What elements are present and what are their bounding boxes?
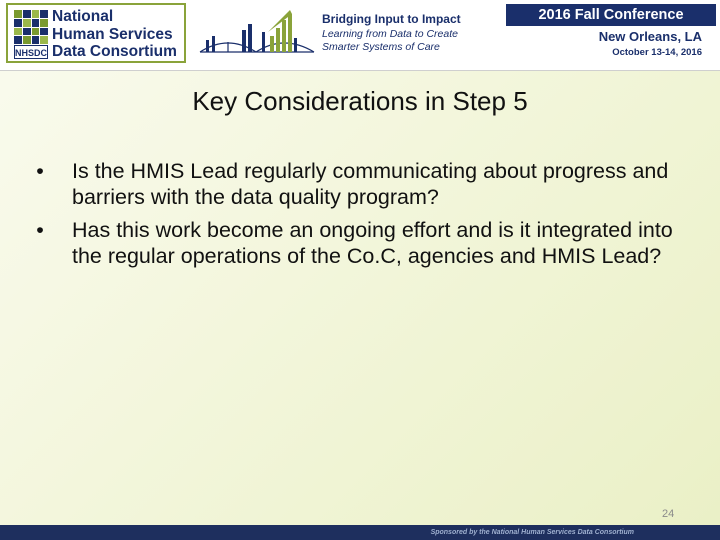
logo-grid-square	[40, 28, 48, 36]
logo-grid-square	[23, 28, 31, 36]
logo-grid-square	[32, 19, 40, 27]
conference-header-banner	[0, 0, 720, 71]
conference-city: New Orleans, LA	[598, 29, 702, 44]
logo-grid-square	[23, 19, 31, 27]
logo-grid-square	[32, 36, 40, 44]
bullet-text: Has this work become an ongoing effort and is it integrated into the regular operations of the Co.C, agencies and HMIS Lead?	[72, 218, 673, 268]
bullet-marker: •	[36, 218, 44, 242]
slide-title: Key Considerations in Step 5	[192, 86, 528, 116]
city-skyline-bridge-icon	[198, 6, 316, 62]
logo-name-line-3: Data Consortium	[52, 43, 177, 60]
logo-grid-square	[32, 28, 40, 36]
page-number: 24	[662, 508, 675, 520]
logo-grid-square	[14, 10, 22, 18]
logo-grid-square	[14, 28, 22, 36]
nhsdc-logo	[6, 3, 186, 63]
logo-grid-square	[32, 10, 40, 18]
tagline-subtitle-line-2: Smarter Systems of Care	[322, 40, 440, 53]
logo-grid-square	[40, 10, 48, 18]
bullet-item	[30, 158, 690, 210]
tagline-subtitle-line-1: Learning from Data to Create	[322, 28, 458, 40]
logo-grid-square	[14, 19, 22, 27]
logo-grid-square	[23, 36, 31, 44]
conference-dates: October 13-14, 2016	[612, 47, 702, 58]
conference-name-banner: 2016 Fall Conference	[506, 4, 716, 26]
logo-name	[52, 8, 177, 61]
sponsor-footer: Sponsored by the National Human Services Data Consortium	[0, 525, 720, 540]
logo-grid-square	[23, 10, 31, 18]
logo-grid-square	[40, 36, 48, 44]
tagline-subtitle	[322, 28, 458, 53]
logo-name-line-1: National	[52, 8, 114, 25]
logo-name-line-2: Human Services	[52, 25, 173, 43]
bullet-marker: •	[36, 159, 44, 183]
logo-grid-square	[14, 36, 22, 44]
bullet-text: Is the HMIS Lead regularly communicating about progress and barriers with the data quality program?	[72, 159, 669, 209]
logo-abbreviation: NHSDC	[14, 45, 48, 59]
bullet-list	[30, 158, 690, 276]
logo-grid-square	[40, 19, 48, 27]
logo-grid-mark	[14, 10, 48, 44]
tagline-title: Bridging Input to Impact	[322, 12, 461, 26]
bullet-item	[30, 217, 690, 269]
